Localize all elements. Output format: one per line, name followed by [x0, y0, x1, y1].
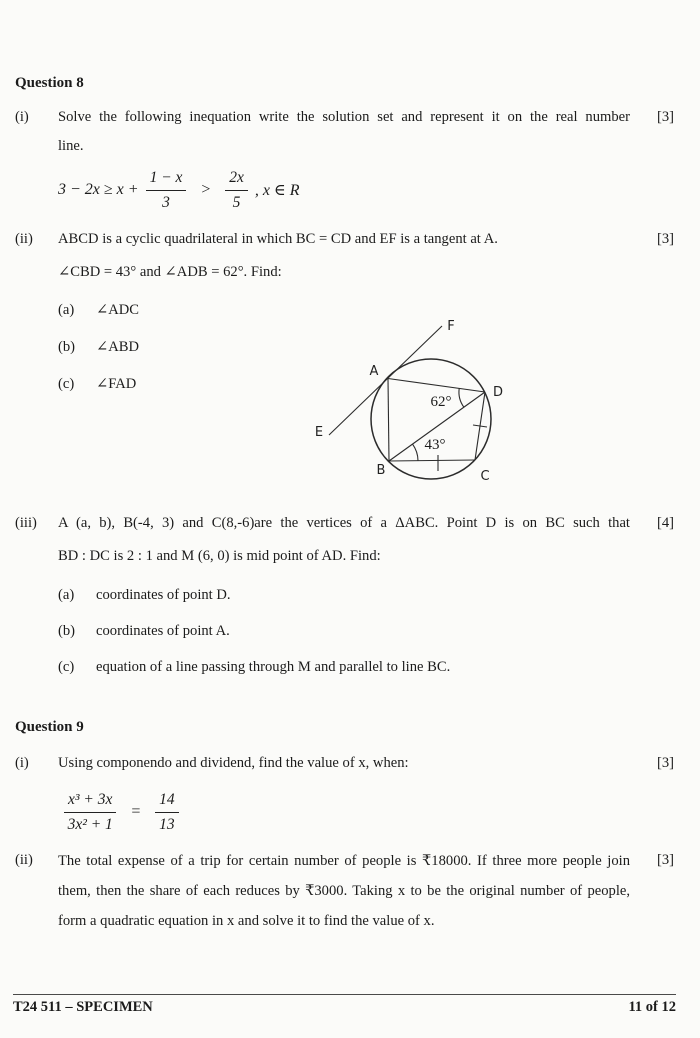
subpart-label: (b) [58, 623, 76, 639]
part-number: (iii) [15, 515, 37, 531]
fraction-numerator: 14 [155, 790, 179, 812]
subpart-text: coordinates of point D. [96, 587, 231, 603]
fraction-denominator: 13 [159, 815, 175, 833]
text-line: ∠CBD = 43° and ∠ADB = 62°. Find: [58, 264, 282, 280]
inequation-formula [58, 165, 674, 215]
q8-part-iii [15, 507, 674, 685]
text-line: BD : DC is 2 : 1 and M (6, 0) is mid point of AD. Find: [58, 548, 381, 564]
fraction-denominator: 3x² + 1 [67, 815, 113, 833]
subpart-row [58, 613, 630, 649]
subpart-label: (a) [58, 587, 75, 603]
text-line: Solve the following inequation write the solution set and represent it on the real number [58, 109, 630, 125]
point-label-F: F [447, 319, 455, 334]
part-text [58, 103, 630, 161]
fraction-numerator: x³ + 3x [64, 790, 116, 812]
part-number: (i) [15, 755, 29, 771]
part-number: (i) [15, 109, 29, 125]
vertex-label-D: D [492, 385, 504, 400]
formula-prefix: 3 − 2x ≥ x + [58, 181, 139, 198]
componendo-equation [57, 784, 674, 840]
angle-label-62: 62° [430, 394, 452, 410]
text-line: A (a, b), B(-4, 3) and C(8,-6)are the vertices of a ΔABC. Point D is on BC such that [58, 515, 630, 531]
part-number: (ii) [15, 231, 33, 247]
fraction-denominator: 5 [232, 193, 241, 211]
part-text [58, 749, 630, 778]
question-8-heading: Question 8 [15, 75, 84, 91]
inequality-operator: > [200, 181, 212, 198]
part-text [58, 507, 630, 685]
marks-badge: [3] [656, 109, 674, 125]
chord-BC [389, 460, 475, 461]
text-line: The total expense of a trip for certain number of people is ₹18000. If three more people join [58, 853, 630, 869]
vertex-label-B: B [376, 463, 386, 478]
fraction-numerator: 1 − x [146, 168, 187, 190]
subpart-text: ∠ABD [96, 339, 140, 355]
vertex-label-A: A [369, 364, 379, 379]
formula-suffix: , x ∈ R [254, 182, 300, 199]
part-text [58, 846, 630, 936]
chord-AD [388, 379, 485, 393]
part-number: (ii) [15, 852, 33, 868]
fraction [155, 790, 179, 834]
subpart-text: ∠FAD [96, 376, 137, 392]
footer-page-number: 11 of 12 [628, 999, 676, 1015]
text-line: form a quadratic equation in x and solve it to find the value of x. [58, 913, 435, 929]
q9-part-ii [15, 846, 674, 936]
marks-badge: [3] [656, 231, 674, 247]
subpart-text: ∠ADC [96, 302, 140, 318]
subpart-label: (c) [58, 659, 75, 675]
subpart-label: (c) [58, 376, 75, 392]
vertex-label-C: C [480, 469, 490, 484]
marks-badge: [4] [656, 515, 674, 531]
subpart-text: coordinates of point A. [96, 623, 230, 639]
subpart-row [58, 649, 630, 685]
page-footer [13, 994, 676, 1016]
marks-badge: [3] [656, 852, 674, 868]
text-line: ABCD is a cyclic quadrilateral in which BC = CD and EF is a tangent at A. [58, 231, 498, 247]
q8-part-i [15, 103, 674, 161]
subparts-list [58, 577, 630, 685]
question-9-heading: Question 9 [15, 719, 84, 735]
text-line: them, then the share of each reduces by ₹3000. Taking x to be the original number of people, [58, 883, 630, 899]
chord-AB [388, 379, 389, 462]
angle-arc-D [459, 388, 464, 407]
angle-arc-B [413, 444, 419, 461]
text-line: line. [58, 138, 84, 154]
point-label-E: E [314, 425, 324, 440]
fraction [64, 790, 116, 834]
equals-sign: = [130, 803, 142, 820]
marks-badge: [3] [656, 755, 674, 771]
footer-paper-code: T24 511 – SPECIMEN [13, 999, 153, 1015]
subpart-row [58, 577, 630, 613]
fraction-denominator: 3 [162, 193, 170, 211]
fraction [225, 168, 248, 212]
q9-part-i [15, 749, 674, 778]
subpart-label: (a) [58, 302, 75, 318]
text-line: Using componendo and dividend, find the value of x, when: [58, 755, 409, 771]
fraction-numerator: 2x [225, 168, 248, 190]
tangent-line-EF [329, 326, 442, 435]
subpart-text: equation of a line passing through M and parallel to line BC. [96, 659, 451, 675]
fraction [146, 168, 187, 212]
subpart-label: (b) [58, 339, 76, 355]
angle-label-43: 43° [424, 437, 446, 453]
geometry-diagram [295, 314, 510, 494]
